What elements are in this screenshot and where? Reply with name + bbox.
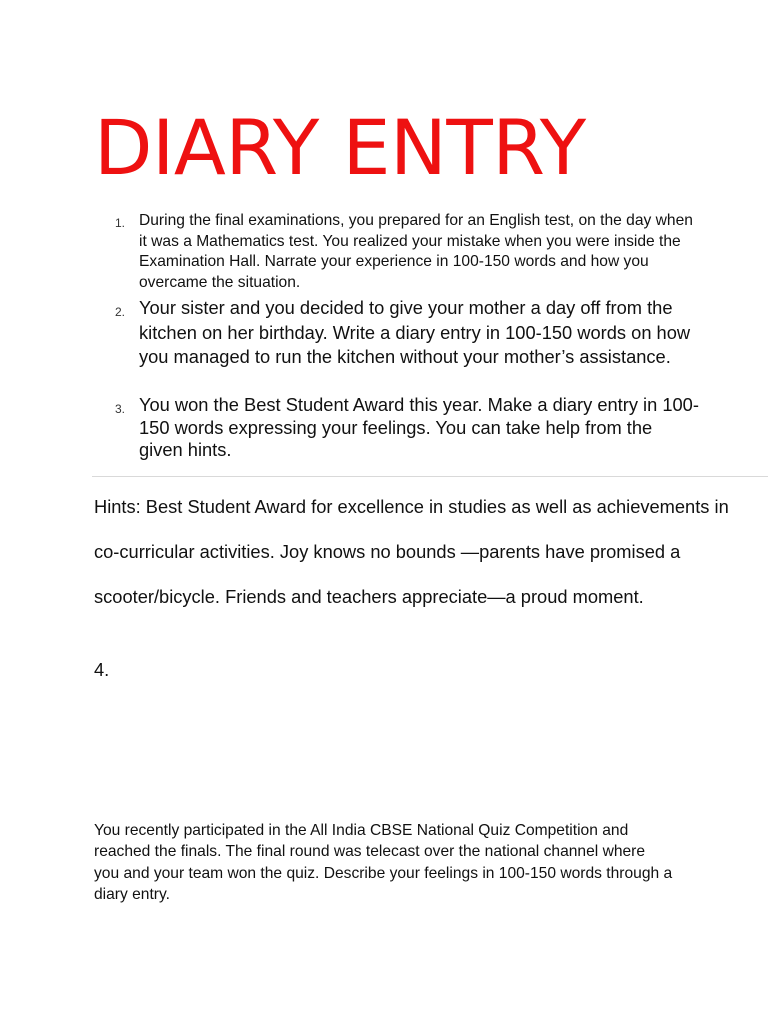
divider bbox=[92, 476, 768, 477]
hints-line: co-curricular activities. Joy knows no bounds —parents have promised a bbox=[94, 541, 681, 562]
hints-line: scooter/bicycle. Friends and teachers appreciate—a proud moment. bbox=[94, 586, 644, 607]
list-number: 1. bbox=[115, 216, 126, 230]
question-text: You won the Best Student Award this year. Make a diary entry in 100-150 words expressing your feelings. You can take help from the given hints. bbox=[139, 394, 699, 460]
hints-line: Hints: Best Student Award for excellence in studies as well as achievements in bbox=[94, 496, 729, 517]
hints-block bbox=[94, 484, 768, 619]
question-text: During the final examinations, you prepared for an English test, on the day when it was a Mathematics test. You realized your mistake when you were inside the Examination Hall. Narrate your experience in 100-150 words and how you overcame the situation. bbox=[139, 212, 693, 291]
question-text: Your sister and you decided to give your mother a day off from the kitchen on her birthday. Write a diary entry in 100-150 words on how you managed to run the kitchen without your mother’s assistance. bbox=[139, 297, 691, 367]
list-number: 3. bbox=[115, 402, 126, 416]
page-title: DIARY ENTRY bbox=[94, 103, 586, 192]
question-4-number: 4. bbox=[94, 659, 110, 680]
list-number: 2. bbox=[115, 305, 126, 319]
question-4-text: You recently participated in the All India CBSE National Quiz Competition and reached the finals. The final round was telecast over the national channel where you and your team won the quiz. Describe your feelings in 100-150 words through a diary entry. bbox=[94, 822, 673, 903]
